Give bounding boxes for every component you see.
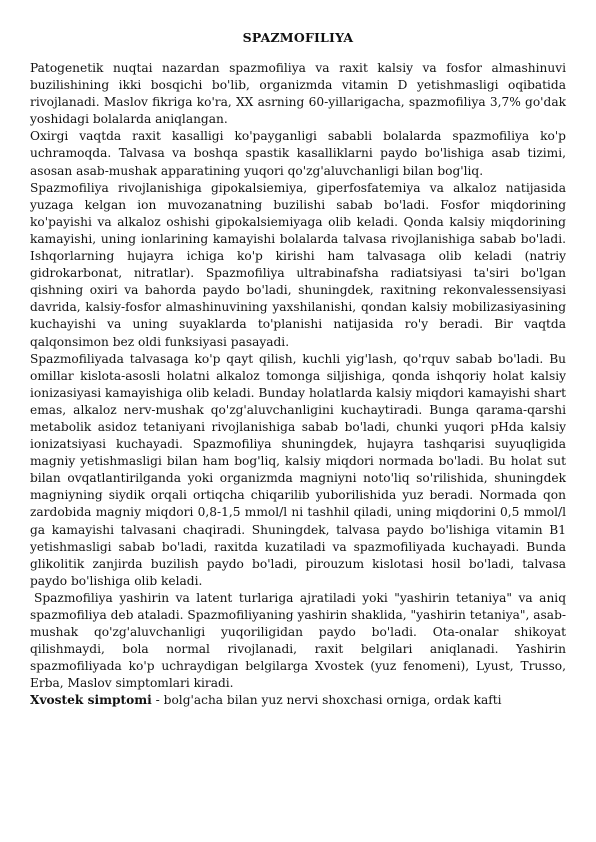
paragraph-causes: Spazmofiliya rivojlanishiga gipokalsiemiya, giperfosfatemiya va alkaloz natijasida yuzaga kelgan ion muvozanatning buzilishi sabab bo'ladi. Fosfor miqdorining ko'payishi va alkaloz oshishi gipokalsiemiyaga olib keladi. Qonda kalsiy miqdorining kamayishi, uning ionlarining kamayishi bolalarda talvasa rivojlanishiga sabab bo'ladi. Ishqorlarning hujayra ichiga ko'p kirishi ham talvasaga olib keladi (natriy gidrokarbonat, nitratlar). Spazmofiliya ultrabinafsha radiatsiyasi ta'siri bo'lgan qishning oxiri va bahorda paydo bo'ladi, shuningdek, raxitning rekonvalessensiyasi davrida, kalsiy-fosfor almashinuvining yaxshilanishi, qondan kalsiy mobilizasiyasining kuchayishi va uning suyaklarda to'planishi natijasida ro'y beradi. Bir vaqtda qalqonsimon bez oldi funksiyasi pasayadi. — [30, 180, 566, 349]
paragraph-mechanism: Spazmofiliyada talvasaga ko'p qayt qilish, kuchli yig'lash, qo'rquv sabab bo'ladi. Bu omillar kislota-asosli holatni alkaloz tomonga siljishiga, qonda ishqoriy holat kalsiy ionizasiyasi kamayishiga olib keladi. Bunday holatlarda kalsiy miqdori kamayishi shart emas, alkaloz nerv-mushak qo'zg'aluvchanligini kuchaytiradi. Bunga qarama-qarshi metabolik asidoz tetaniyani rivojlanishiga sabab bo'ladi, chunki yuqori pHda kalsiy ionizatsiyasi kuchayadi. Spazmofiliya shuningdek, hujayra tashqarisi suyuqligida magniy yetishmasligi bilan ham bog'liq, kalsiy miqdori normada bo'ladi. Bu holat sut bilan ovqatlantirilganda yoki organizmda magniyni noto'liq so'rilishida, shuningdek magniyning siydik orqali ortiqcha chiqarilib yuborilishida yuz beradi. Normada qon zardobida magniy miqdori 0,8-1,5 mmol/l ni tashhil qiladi, uning miqdorini 0,5 mmol/l ga kamayishi talvasani chaqiradi. Shuningdek, talvasa paydo bo'lishiga vitamin B1 yetishmasligi sabab bo'ladi, raxitda kuzatiladi va spazmofiliyada kuchayadi. Bunda glikolitik zanjirda buzilish paydo bo'ladi, pirouzum kislotasi hosil bo'ladi, talvasa paydo bo'lishiga olib keladi. — [30, 351, 566, 588]
document-title: SPAZMOFILIYA — [242, 30, 354, 45]
paragraph-pathogenesis: Patogenetik nuqtai nazardan spazmofiliya va raxit kalsiy va fosfor almashinuvi buzilishining ikki bosqichi bo'lib, organizmda vitamin D yetishmasligi oqibatida rivojlanadi. Maslov fikriga ko'ra, XX asrning 60-yillarigacha, spazmofiliya 3,7% go'dak yoshidagi bolalarda aniqlangan. — [30, 61, 566, 127]
paragraph-forms: Spazmofiliya yashirin va latent turlariga ajratiladi yoki "yashirin tetaniya" va aniq spazmofiliya deb ataladi. Spazmofiliyaning yashirin shaklida, "yashirin tetaniya", asab-mushak qo'zg'aluvchanligi yuqoriligidan paydo bo'ladi. Ota-onalar shikoyat qilishmaydi, bola normal rivojlanadi, raxit belgilari aniqlanadi. Yashirin spazmofiliyada ko'p uchraydigan belgilarga Xvostek (yuz fenomeni), Lyust, Trusso, Erba, Maslov simptomlari kiradi. — [30, 590, 566, 691]
term-xvostek-symptom: Xvostek simptomi — [30, 693, 152, 708]
paragraph-prevalence: Oxirgi vaqtda raxit kasalligi ko'payganligi sababli bolalarda spazmofiliya ko'p uchramoqda. Talvasa va boshqa spastik kasalliklarni paydo bo'lishiga asab tizimi, asosan asab-mushak apparatining yuqori qo'zg'aluvchanligi bilan bog'liq. — [30, 129, 566, 178]
paragraph-xvostek-symptom — [30, 692, 566, 709]
xvostek-symptom-description: - bolg'acha bilan yuz nervi shoxchasi orniga, ordak kafti — [151, 693, 502, 708]
